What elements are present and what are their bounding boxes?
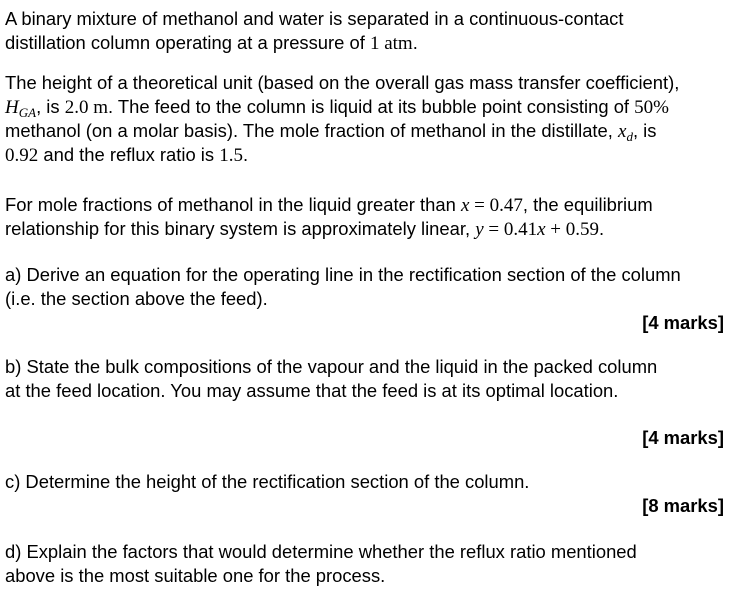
htu-symbol: H bbox=[5, 97, 19, 118]
x-threshold: = 0.47 bbox=[469, 195, 523, 216]
question-c-marks: [8 marks] bbox=[642, 495, 724, 516]
para2-text: methanol (on a molar basis). The mole fraction of methanol in the distillate, bbox=[5, 120, 618, 141]
para3-line-1 bbox=[5, 194, 653, 217]
para2-text: , is bbox=[632, 120, 657, 141]
question-b-line-1: b) State the bulk compositions of the vapour and the liquid in the packed column bbox=[5, 356, 658, 377]
punct: . bbox=[242, 144, 249, 165]
punct: . bbox=[599, 218, 605, 239]
question-a-line-1: a) Derive an equation for the operating line in the rectification section of the column bbox=[5, 264, 681, 285]
x-symbol: x bbox=[537, 219, 546, 240]
question-d-line-1: d) Explain the factors that would determine whether the reflux ratio mentioned bbox=[5, 541, 637, 562]
x-symbol: x bbox=[460, 195, 470, 216]
para2-line-3 bbox=[5, 120, 656, 143]
question-b-line-2: at the feed location. You may assume that the feed is at its optimal location. bbox=[5, 380, 619, 401]
question-a-marks: [4 marks] bbox=[642, 312, 724, 333]
para2-line-1: The height of a theoretical unit (based on the overall gas mass transfer coefficient), bbox=[5, 72, 680, 93]
para2-text: and the reflux ratio is bbox=[38, 144, 220, 165]
y-symbol: y bbox=[475, 219, 484, 240]
xd-value: 0.92 bbox=[5, 145, 39, 166]
intro-text: distillation column operating at a pressure of bbox=[5, 32, 370, 53]
para3-text: relationship for this binary system is approximately linear, bbox=[5, 218, 476, 239]
para2-line-4 bbox=[5, 144, 248, 167]
para3-text: , the equilibrium bbox=[522, 194, 653, 215]
question-b-marks: [4 marks] bbox=[642, 427, 724, 448]
feed-percent: 50% bbox=[634, 97, 669, 118]
pressure-value: 1 atm bbox=[369, 33, 413, 54]
xd-subscript: d bbox=[626, 129, 633, 144]
para2-text: . The feed to the column is liquid at its bubble point consisting of bbox=[107, 96, 635, 117]
intro-line-2 bbox=[5, 32, 418, 55]
xd-symbol: x bbox=[618, 121, 627, 142]
para2-text: , is bbox=[36, 96, 65, 117]
question-c-line-1: c) Determine the height of the rectification section of the column. bbox=[5, 471, 530, 492]
reflux-ratio-value: 1.5 bbox=[219, 145, 243, 166]
para2-line-2 bbox=[5, 96, 669, 119]
para3-text: For mole fractions of methanol in the liquid greater than bbox=[5, 194, 461, 215]
question-d-line-2: above is the most suitable one for the process. bbox=[5, 565, 386, 586]
para3-line-2 bbox=[5, 218, 604, 241]
equilibrium-intercept: + 0.59 bbox=[545, 219, 599, 240]
htu-value: 2.0 m bbox=[64, 97, 108, 118]
equilibrium-slope: = 0.41 bbox=[483, 219, 538, 240]
punct: . bbox=[412, 32, 418, 53]
htu-subscript: GA bbox=[18, 105, 37, 120]
question-a-line-2: (i.e. the section above the feed). bbox=[5, 288, 268, 309]
intro-line-1: A binary mixture of methanol and water is separated in a continuous-contact bbox=[5, 8, 624, 29]
